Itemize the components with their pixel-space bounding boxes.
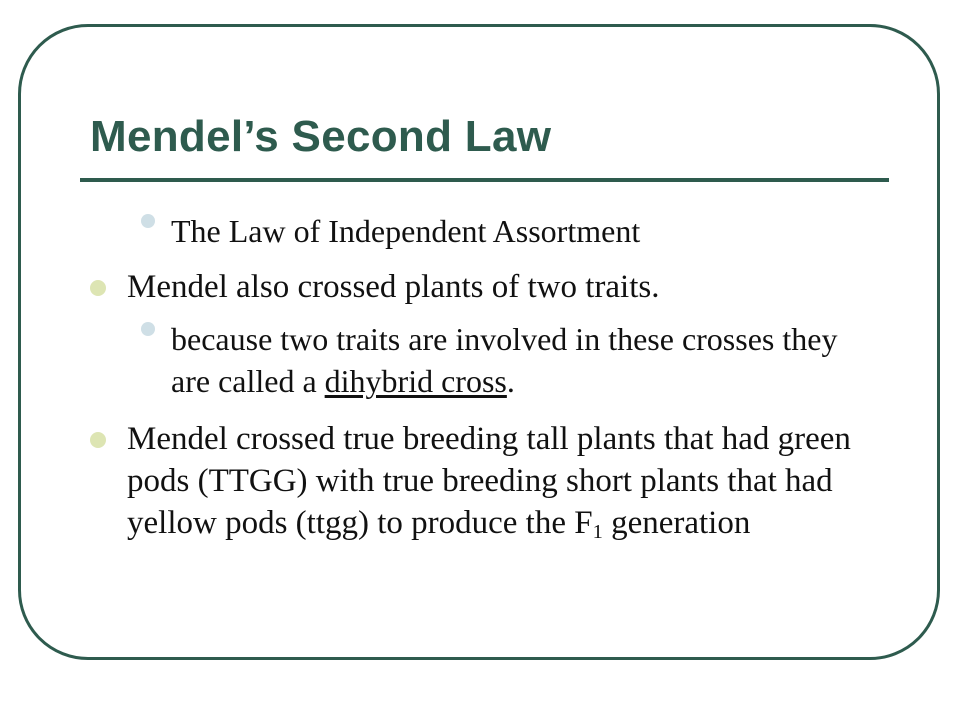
bullet-crossed-two-traits [127,266,867,308]
bullet-law-of-independent-assortment [171,210,871,252]
bullet-text: Mendel crossed true breeding tall plants that had green pods (TTGG) with true breeding short plants that had yellow pods (ttgg) to produce the F [127,421,851,541]
bullet-dot-icon [141,322,155,336]
slide-title: Mendel’s Second Law [90,112,552,161]
bullet-dihybrid-cross [171,318,871,402]
dihybrid-cross-term: dihybrid cross [324,363,507,399]
bullet-text-end: . [506,363,515,399]
bullet-dot-icon [141,214,155,228]
bullet-text-end: generation [602,505,751,541]
f1-subscript: 1 [592,521,603,544]
bullet-dot-icon [90,280,106,296]
bullet-text: The Law of Independent Assortment [171,213,641,249]
bullet-text: because two traits are involved in these crosses they are called a [171,321,838,399]
bullet-dot-icon [90,432,106,448]
bullet-text: Mendel also crossed plants of two traits. [127,269,660,305]
bullet-ttgg-cross [127,418,867,544]
